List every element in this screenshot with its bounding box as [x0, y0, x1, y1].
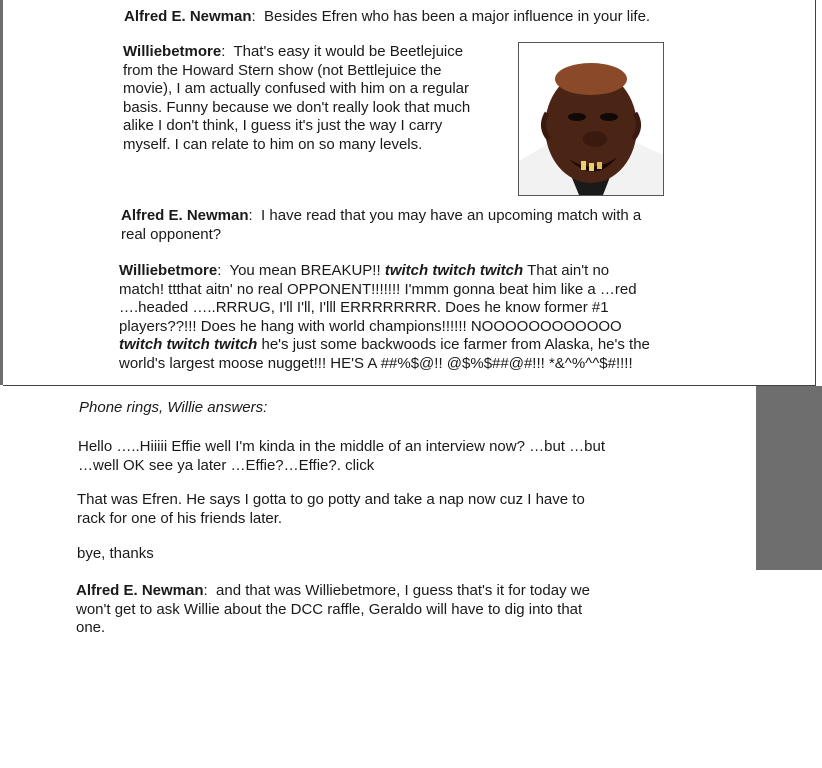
portrait-photo-icon [519, 43, 663, 195]
answer-line: world's largest moose nugget!!! HE'S A ##%$@!! @$%$##@#!!! *&^%^^$#!!!! [119, 354, 633, 372]
emphasis-text: twitch twitch twitch [119, 336, 258, 353]
speaker-label: Williebetmore [119, 262, 218, 279]
answer-line: myself. I can relate to him on so many levels. [123, 135, 423, 153]
call-line: Hello …..Hiiiii Effie well I'm kinda in the middle of an interview now? …but …but [78, 438, 605, 455]
speaker-label: Williebetmore [123, 43, 222, 60]
answer-line: match! ttthat aitn' no real OPPONENT!!!!!!! I'mmm gonna beat him like a …red [119, 280, 637, 298]
bye-line: bye, thanks [77, 545, 154, 562]
question-2: Alfred E. Newman: I have read that you may have an upcoming match with a real opponent? [121, 207, 642, 243]
answer-2: Williebetmore: You mean BREAKUP!! twitch twitch twitch That ain't no match! ttthat aitn' no real OPPONENT!!!!!!! I'mmm gonna beat him like a …red ….headed …..RRRUG, I'll I'll, I'lll ERRRRRRRR. Does he know former #1 players??!!! Does he hang with world champions!!!!!! NOOOOOOOOOOOO twitch twitch twitch he's just some backwoods ice farmer from Alaska, he's the world's largest moose nugget!!! HE'S A ##%$@!! @$%$##@#!!! *&^%^^$#!!!! [119, 262, 650, 372]
answer-line: players??!!! Does he hang with world champions!!!!!! NOOOOOOOOOOOO [119, 317, 622, 335]
call-line: …well OK see ya later …Effie?…Effie?. click [78, 456, 375, 474]
after-line: rack for one of his friends later. [77, 509, 283, 527]
speaker-label: Alfred E. Newman [76, 582, 204, 599]
speaker-label: Alfred E. Newman [124, 8, 252, 25]
right-margin-block [756, 386, 822, 570]
phone-call [78, 438, 605, 475]
question-line: I have read that you may have an upcoming match with a [261, 207, 642, 224]
after-call [77, 491, 585, 528]
closing-line: one. [76, 619, 106, 636]
answer-line: ….headed …..RRRUG, I'll I'll, I'lll ERRRRRRRR. Does he know former #1 [119, 299, 609, 316]
question-line: real opponent? [121, 225, 222, 243]
closing-remarks: Alfred E. Newman: and that was Williebetmore, I guess that's it for today we won't get to ask Willie about the DCC raffle, Geraldo will have to dig into that one. [76, 582, 590, 636]
answer-line: movie), I am actually confused with him on a regular [123, 80, 469, 97]
answer-text: You mean BREAKUP!! [229, 262, 381, 279]
after-line: That was Efren. He says I gotta to go potty and take a nap now cuz I have to [77, 491, 585, 508]
closing-line: and that was Williebetmore, I guess that's it for today we [216, 582, 590, 599]
question-1: Alfred E. Newman: Besides Efren who has been a major influence in your life. [124, 8, 651, 25]
answer-text: he's just some backwoods ice farmer from Alaska, he's the [261, 336, 650, 353]
emphasis-text: twitch twitch twitch [384, 262, 524, 279]
answer-line: That's easy it would be Beetlejuice [233, 43, 464, 60]
question-text: Besides Efren who has been a major influence in your life. [264, 8, 651, 25]
phone-intro: Phone rings, Willie answers: [79, 399, 268, 416]
answer-line: alike I don't think, I guess it's just the way I carry [123, 117, 443, 134]
closing-line: won't get to ask Willie about the DCC raffle, Geraldo will have to dig into that [76, 600, 583, 618]
answer-line: basis. Funny because we don't really look that much [123, 98, 471, 116]
answer-1: Williebetmore: That's easy it would be Beetlejuice from the Howard Stern show (not Bettlejuice the movie), I am actually confused with him on a regular basis. Funny because we don't really look that much alike I don't think, I guess it's just the way I carry myself. I can relate to him on so many levels. [123, 43, 471, 153]
answer-line: from the Howard Stern show (not Bettlejuice the [123, 61, 442, 79]
portrait-photo [518, 42, 664, 196]
speaker-label: Alfred E. Newman [121, 207, 249, 224]
answer-text: That ain't no [527, 262, 610, 279]
